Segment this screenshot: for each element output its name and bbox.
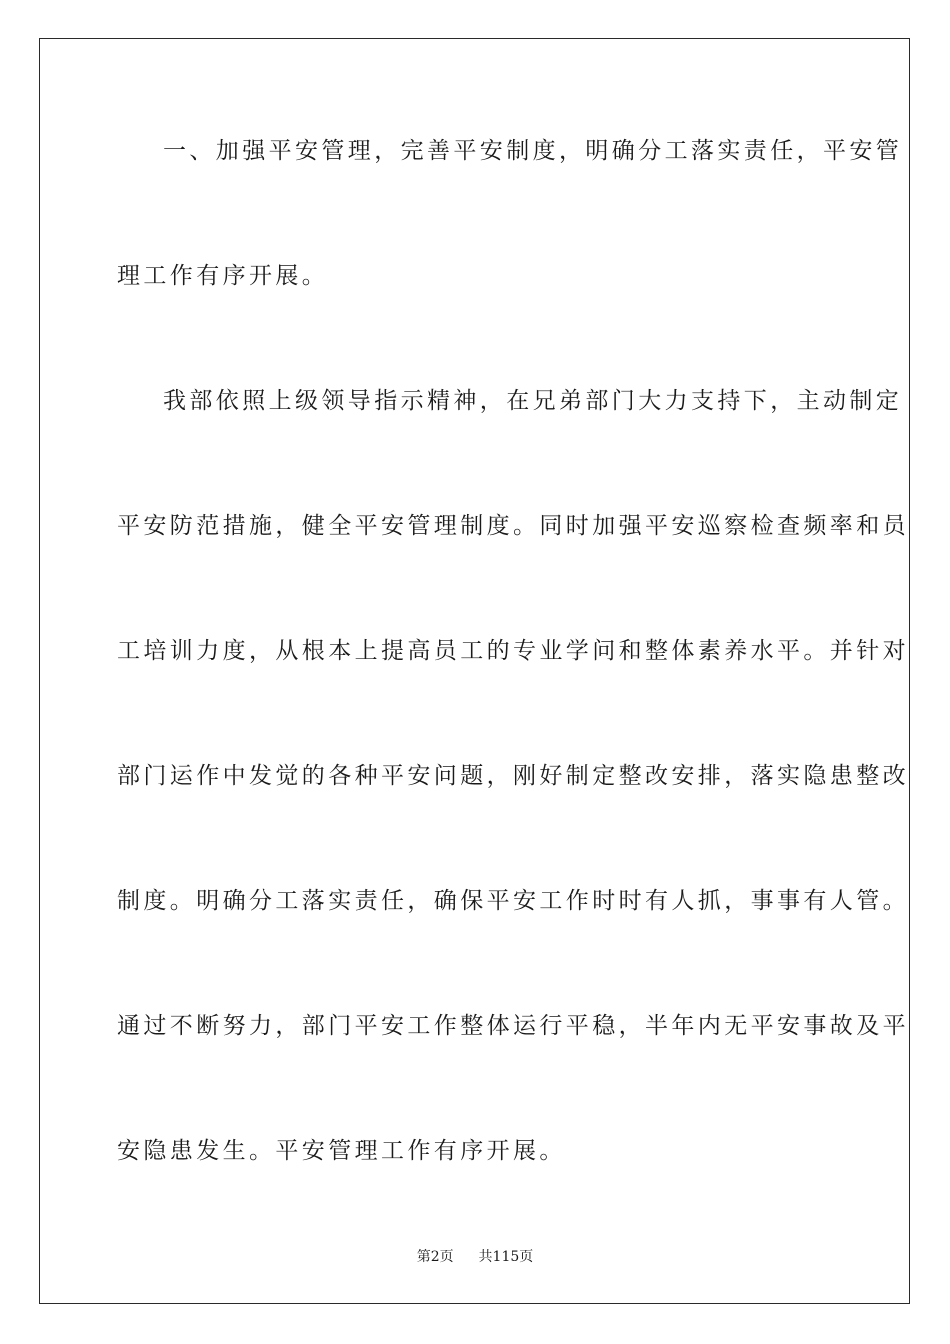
paragraph-2-line-3: 工培训力度，从根本上提高员工的专业学问和整体素养水平。并针对 bbox=[117, 638, 909, 664]
paragraph-2-line-7: 安隐患发生。平安管理工作有序开展。 bbox=[117, 1138, 566, 1164]
page-total: 共115页 bbox=[478, 1249, 534, 1265]
page-border bbox=[39, 38, 910, 1304]
paragraph-2-line-2: 平安防范措施，健全平安管理制度。同时加强平安巡察检查频率和员 bbox=[117, 513, 909, 539]
page-number: 第2页 bbox=[416, 1249, 454, 1265]
page-footer bbox=[0, 1248, 950, 1266]
paragraph-2-line-1: 我部依照上级领导指示精神，在兄弟部门大力支持下，主动制定 bbox=[163, 388, 903, 414]
paragraph-2-line-6: 通过不断努力，部门平安工作整体运行平稳，半年内无平安事故及平 bbox=[117, 1013, 909, 1039]
paragraph-2-line-5: 制度。明确分工落实责任，确保平安工作时时有人抓，事事有人管。 bbox=[117, 888, 909, 914]
paragraph-2-line-4: 部门运作中发觉的各种平安问题，刚好制定整改安排，落实隐患整改 bbox=[117, 763, 909, 789]
paragraph-1-line-1: 一、加强平安管理，完善平安制度，明确分工落实责任，平安管 bbox=[163, 138, 903, 164]
paragraph-1-line-2: 理工作有序开展。 bbox=[117, 263, 329, 289]
